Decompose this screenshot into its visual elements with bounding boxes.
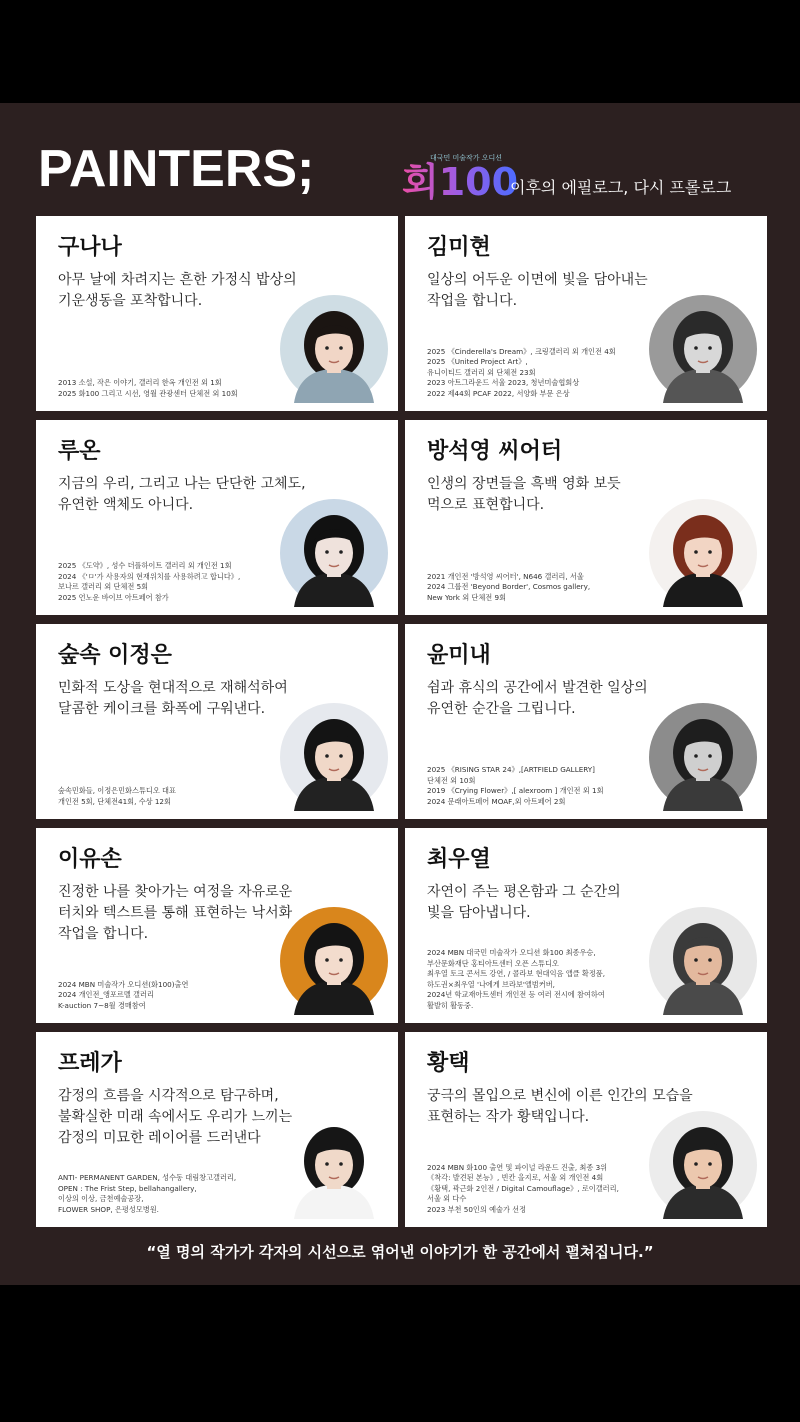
description-line: 진정한 나를 찾아가는 여정을 자유로운 xyxy=(58,884,293,900)
artist-name: 윤미내 xyxy=(427,643,491,668)
description-line: 빛을 담아냅니다. xyxy=(427,905,531,921)
history-line: 단체전 외 10회 xyxy=(427,775,476,785)
description-line: 아무 날에 차려지는 흔한 가정식 밥상의 xyxy=(58,272,297,288)
description-line: 자연이 주는 평온함과 그 순간의 xyxy=(427,884,621,900)
artist-history xyxy=(58,561,308,603)
history-line: 부산문화재단 홍티아트센터 오픈 스튜디오 xyxy=(427,958,559,968)
artist-name: 루온 xyxy=(58,439,101,464)
history-line: 2025 《United Project Art》, xyxy=(427,357,528,366)
history-line: 2024 그룹전 'Beyond Border', Cosmos gallery, xyxy=(427,582,591,591)
artist-name: 방석영 씨어터 xyxy=(427,439,563,464)
logo-text: 회100 xyxy=(402,160,519,204)
artist-card xyxy=(405,624,767,819)
artist-portrait xyxy=(649,907,757,1015)
history-line: 《황택, 곽근화 2인전 / Digital Camouflage》, 로이갤러리, xyxy=(427,1183,619,1193)
history-line: 2024 《'ㅁ'가 사용자의 현재위치를 사용하려고 합니다》, xyxy=(58,571,241,581)
history-line: 활발히 활동중. xyxy=(427,1000,474,1010)
artist-card xyxy=(405,1032,767,1227)
artist-description xyxy=(58,270,318,312)
artist-history xyxy=(58,980,308,1012)
artist-history xyxy=(427,1163,677,1216)
page-title: PAINTERS; xyxy=(38,140,315,198)
footer-quote: “열 명의 작가가 각자의 시선으로 엮어낸 이야기가 한 공간에서 펼쳐집니다.” xyxy=(146,1243,654,1261)
history-line: 2025 《RISING STAR 24》,[ARTFIELD GALLERY] xyxy=(427,765,595,774)
history-line: 개인전 5회, 단체전41회, 수상 12회 xyxy=(58,796,171,806)
history-line: 2024 MBN 미술작가 오디션(화100)출연 xyxy=(58,979,189,989)
artist-history xyxy=(427,948,677,1011)
description-line: 민화적 도상을 현대적으로 재해석하여 xyxy=(58,680,288,696)
hwa100-logo xyxy=(402,153,519,204)
history-line: 2025 화100 그리고 시선, 영월 관광센터 단체전 외 10회 xyxy=(58,388,238,398)
artist-description xyxy=(58,1086,318,1149)
description-line: 표현하는 작가 황택입니다. xyxy=(427,1109,590,1125)
history-line: OPEN : The Frist Step, bellahangallery, xyxy=(58,1183,197,1193)
artist-name: 김미현 xyxy=(427,235,491,260)
artist-card xyxy=(36,216,398,411)
artist-description xyxy=(58,474,318,516)
artist-description xyxy=(427,678,687,720)
history-line: 《착각: 발견된 본능》, 빈칸 을지로, 서울 외 개인전 4회 xyxy=(427,1173,604,1182)
history-line: 2013 소설, 작은 이야기, 갤러리 한옥 개인전 외 1회 xyxy=(58,378,222,387)
artist-description xyxy=(58,882,318,945)
artist-card xyxy=(405,420,767,615)
history-line: 2024년 학교재아트센터 개인전 등 여러 전시에 참여하여 xyxy=(427,990,605,999)
description-line: 터치와 텍스트를 통해 표현하는 낙서화 xyxy=(58,905,293,921)
artist-portrait xyxy=(280,907,388,1015)
artist-portrait xyxy=(280,499,388,607)
history-line: 최우열 토크 콘서트 강연, / 콜라보 현대익음 앱클 확정품, xyxy=(427,969,606,978)
artist-name: 프레가 xyxy=(58,1051,122,1076)
description-line: 감정의 미묘한 레이어를 드러낸다 xyxy=(58,1130,261,1146)
description-line: 감정의 흐름을 시각적으로 탐구하며, xyxy=(58,1088,279,1104)
history-line: 서울 외 다수 xyxy=(427,1194,467,1203)
history-line: 2025 언노운 바이브 아트페어 참가 xyxy=(58,592,169,602)
description-line: 달콤한 케이크를 화폭에 구워낸다. xyxy=(58,701,266,717)
artist-description xyxy=(427,270,687,312)
description-line: 먹으로 표현합니다. xyxy=(427,497,545,513)
description-line: 유연한 순간을 그립니다. xyxy=(427,701,576,717)
description-line: 작업을 합니다. xyxy=(427,293,518,309)
history-line: 2022 제44회 PCAF 2022, 서양화 부문 은상 xyxy=(427,388,570,398)
description-line: 인생의 장면들을 흑백 영화 보듯 xyxy=(427,476,621,492)
artist-history xyxy=(427,572,677,604)
history-line: K-auction 7~8월 경매참여 xyxy=(58,1000,146,1010)
artist-card xyxy=(36,420,398,615)
history-line: 2019 《Crying Flower》,[ alexroom ] 개인전 외 1회 xyxy=(427,786,604,795)
history-line: 2025 《Cinderella's Dream》, 크링갤러리 외 개인전 4회 xyxy=(427,346,616,356)
description-line: 작업을 합니다. xyxy=(58,926,149,942)
artist-card xyxy=(36,624,398,819)
artist-portrait xyxy=(649,295,757,403)
description-line: 불확실한 미래 속에서도 우리가 느끼는 xyxy=(58,1109,293,1125)
artist-portrait xyxy=(649,499,757,607)
description-line: 일상의 어두운 이면에 빛을 담아내는 xyxy=(427,272,648,288)
history-line: New York 외 단체전 9회 xyxy=(427,592,507,602)
description-line: 궁극의 몰입으로 변신에 이른 인간의 모습을 xyxy=(427,1088,693,1104)
artist-history xyxy=(427,347,677,400)
page-subtitle: 이후의 에필로그, 다시 프롤로그 xyxy=(510,178,732,197)
artist-portrait xyxy=(280,703,388,811)
history-line: ANTI- PERMANENT GARDEN, 성수동 대림창고갤러리, xyxy=(58,1173,237,1182)
artist-description xyxy=(427,1086,693,1128)
artist-portrait xyxy=(649,1111,757,1219)
history-line: 2024 MBN 대국민 미술작가 오디션 화100 최종우승, xyxy=(427,948,596,957)
description-line: 지금의 우리, 그리고 나는 단단한 고체도, xyxy=(58,476,306,492)
artist-name: 숲속 이정은 xyxy=(58,643,172,668)
artist-portrait xyxy=(649,703,757,811)
history-line: 2025 《도약》, 성수 더플하이트 갤러리 외 개인전 1회 xyxy=(58,561,232,570)
history-line: 이상의 이상, 금천예술공장, xyxy=(58,1194,144,1203)
history-line: 2023 부천 50인의 예술가 선정 xyxy=(427,1204,527,1214)
artist-portrait xyxy=(280,1111,388,1219)
artist-card xyxy=(405,216,767,411)
artist-description xyxy=(427,882,687,924)
artist-name: 이유손 xyxy=(58,847,122,872)
history-line: FLOWER SHOP, 은평성모병원. xyxy=(58,1204,159,1214)
artist-name: 구나나 xyxy=(58,235,122,260)
artist-portrait xyxy=(280,295,388,403)
artist-history xyxy=(58,786,308,807)
artist-description xyxy=(58,678,318,720)
history-line: 2024 문래아트페어 MOAF,외 아트페어 2회 xyxy=(427,796,566,806)
artist-history xyxy=(58,1173,308,1215)
history-line: 2024 MBN 화100 출연 및 파이널 라운드 진출, 최종 3위 xyxy=(427,1162,608,1172)
history-line: 유니이티드 갤러리 외 단체전 23회 xyxy=(427,367,536,377)
history-line: 2023 아트그라운드 서울 2023, 청년미술협회상 xyxy=(427,378,580,387)
artist-card xyxy=(405,828,767,1023)
history-line: 보나르 갤러리 외 단체전 5회 xyxy=(58,582,149,591)
artist-name: 황택 xyxy=(427,1051,470,1076)
history-line: 하도권×최우열 '나에게 브라보'앨범커버, xyxy=(427,979,555,989)
artist-card xyxy=(36,828,398,1023)
history-line: 2024 개인전_앵포르멜 갤러리 xyxy=(58,990,154,999)
artist-history xyxy=(427,765,677,807)
description-line: 기운생동을 포착합니다. xyxy=(58,293,203,309)
artist-name: 최우열 xyxy=(427,847,491,872)
logo-subtext: 대국민 미술작가 오디션 xyxy=(430,154,503,162)
history-line: 2021 개인전 '방석영 씨어터', N646 갤러리, 서울 xyxy=(427,571,584,581)
history-line: 숲속민화들, 이정은민화스튜디오 대표 xyxy=(58,786,176,795)
description-line: 쉼과 휴식의 공간에서 발견한 일상의 xyxy=(427,680,648,696)
hwa100-logo-mark xyxy=(402,157,519,204)
description-line: 유연한 액체도 아니다. xyxy=(58,497,194,513)
artist-history xyxy=(58,378,308,399)
artist-description xyxy=(427,474,687,516)
artist-card xyxy=(36,1032,398,1227)
